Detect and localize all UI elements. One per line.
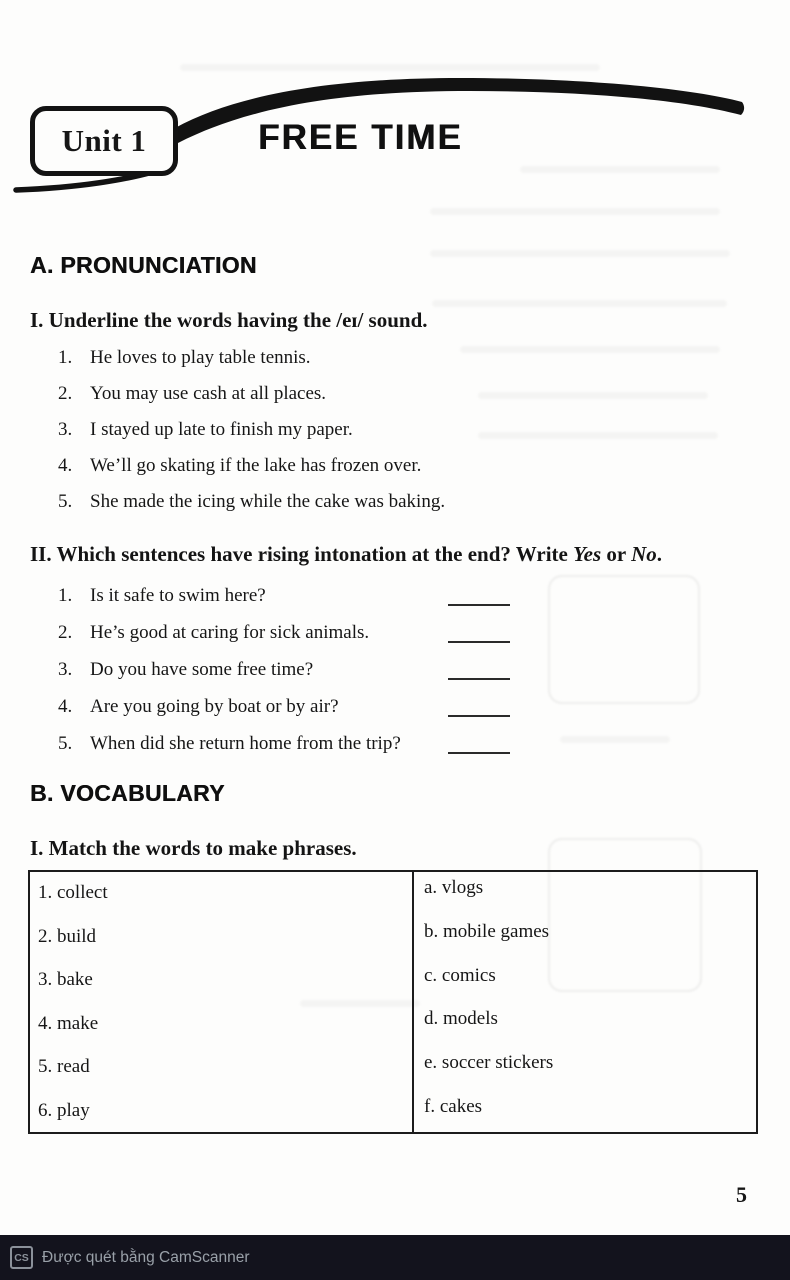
- camscanner-logo-icon: CS: [10, 1246, 33, 1269]
- table-cell: e. soccer stickers: [424, 1052, 554, 1074]
- camscanner-footer-text: Được quét bằng CamScanner: [42, 1248, 250, 1266]
- item-text: Are you going by boat or by air?: [90, 696, 339, 717]
- page-number: 5: [736, 1182, 747, 1207]
- exercise-3-heading: I. Match the words to make phrases.: [30, 836, 357, 860]
- item-number: 1.: [58, 347, 73, 368]
- list-item: [58, 454, 445, 477]
- exercise-1-heading: I. Underline the words having the /eɪ/ sound.: [30, 308, 428, 332]
- item-number: 4.: [58, 696, 73, 717]
- table-cell: a. vlogs: [424, 877, 484, 898]
- section-a-heading: A. PRONUNCIATION: [30, 252, 257, 278]
- table-cell: b. mobile games: [424, 920, 550, 942]
- item-text: He loves to play table tennis.: [90, 347, 311, 368]
- bleed-through-artifact: [430, 250, 730, 257]
- list-item: [58, 732, 510, 756]
- list-item: [58, 584, 510, 608]
- list-item: [58, 418, 445, 441]
- bleed-through-artifact: [478, 392, 708, 399]
- answer-blank: [448, 658, 510, 680]
- heading-text: II. Which sentences have rising intonation at the end? Write: [30, 542, 574, 566]
- bleed-through-artifact: [548, 575, 700, 704]
- list-item: [58, 695, 510, 719]
- item-text: I stayed up late to finish my paper.: [90, 419, 353, 440]
- answer-blank: [448, 695, 510, 717]
- table-cell: 4. make: [38, 1012, 99, 1034]
- table-right-column: [412, 872, 756, 1132]
- item-number: 3.: [58, 659, 73, 680]
- item-number: 2.: [58, 383, 73, 404]
- item-number: 3.: [58, 419, 73, 440]
- bleed-through-artifact: [432, 300, 727, 307]
- table-left-column: [30, 872, 412, 1132]
- exercise-2-heading: [30, 542, 662, 567]
- table-cell: c. comics: [424, 964, 496, 986]
- answer-blank: [448, 584, 510, 606]
- heading-text: or: [601, 542, 632, 566]
- item-number: 1.: [58, 585, 73, 606]
- bleed-through-artifact: [460, 346, 720, 353]
- item-text: When did she return home from the trip?: [90, 733, 401, 754]
- page-title: FREE TIME: [258, 118, 463, 157]
- section-b-heading: B. VOCABULARY: [30, 780, 225, 806]
- table-cell: 6. play: [38, 1099, 90, 1121]
- unit-label: Unit 1: [61, 123, 147, 158]
- item-number: 2.: [58, 622, 73, 643]
- table-cell: 5. read: [38, 1056, 90, 1078]
- item-number: 4.: [58, 455, 73, 476]
- item-text: She made the icing while the cake was baking.: [90, 491, 446, 512]
- table-cell: d. models: [424, 1008, 498, 1030]
- item-text: Do you have some free time?: [90, 659, 314, 680]
- item-number: 5.: [58, 733, 73, 754]
- table-cell: 3. bake: [38, 969, 93, 991]
- bleed-through-artifact: [478, 432, 718, 439]
- unit-badge: [30, 106, 178, 176]
- heading-yes-italic: Yes: [573, 542, 602, 566]
- item-text: Is it safe to swim here?: [90, 585, 266, 606]
- matching-table: [28, 870, 758, 1134]
- answer-blank: [448, 621, 510, 643]
- item-text: You may use cash at all places.: [90, 383, 327, 404]
- item-text: We’ll go skating if the lake has frozen over.: [90, 455, 422, 476]
- item-number: 5.: [58, 491, 73, 512]
- item-text: He’s good at caring for sick animals.: [90, 622, 370, 643]
- list-item: [58, 346, 445, 369]
- exercise-2-list: [58, 584, 510, 769]
- answer-blank: [448, 732, 510, 754]
- exercise-1-list: [58, 346, 445, 526]
- list-item: [58, 658, 510, 682]
- list-item: [58, 490, 445, 513]
- table-cell: f. cakes: [424, 1095, 483, 1117]
- banner-swoosh: [0, 0, 790, 210]
- list-item: [58, 621, 510, 645]
- list-item: [58, 382, 445, 405]
- heading-no-italic: No: [631, 542, 657, 566]
- camscanner-footer: [0, 1235, 790, 1280]
- heading-text: .: [656, 542, 662, 566]
- table-cell: 2. build: [38, 925, 97, 947]
- table-cell: 1. collect: [38, 882, 108, 903]
- bleed-through-artifact: [560, 736, 670, 743]
